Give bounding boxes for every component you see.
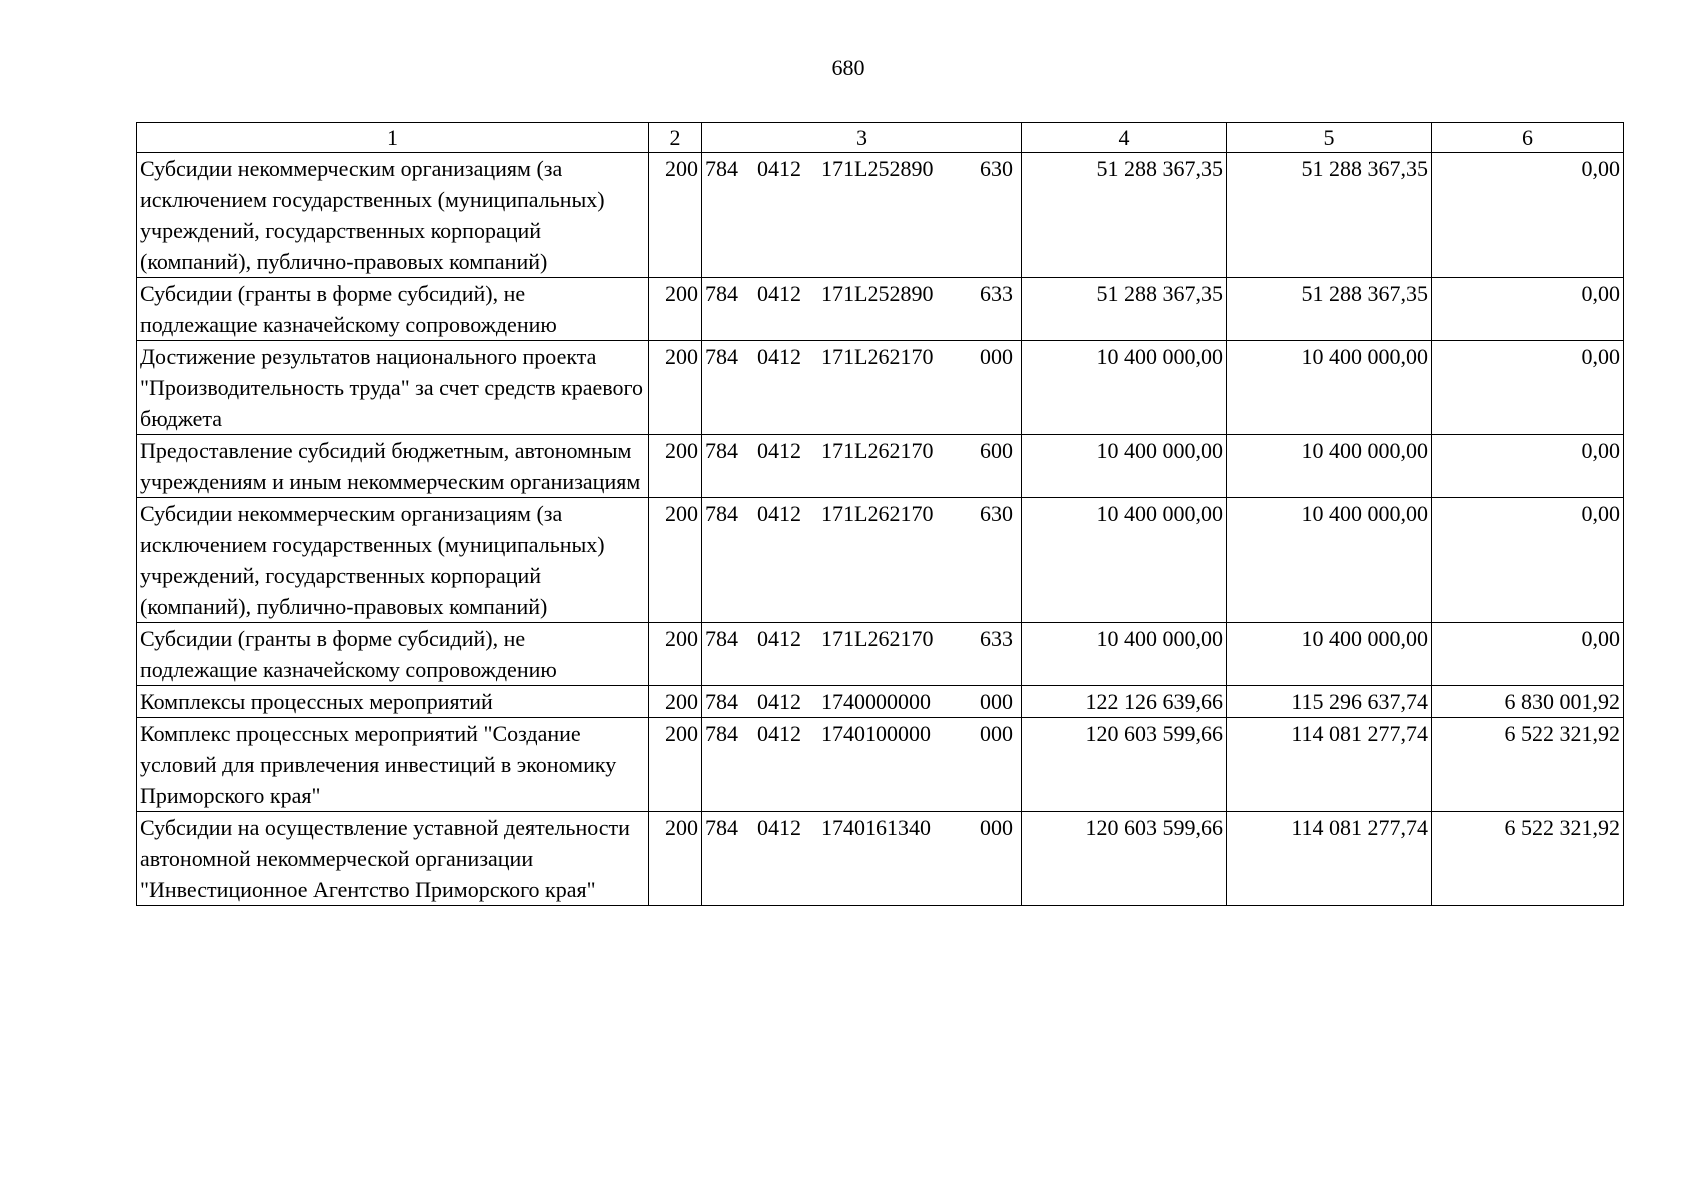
code-kvsr: 784	[705, 689, 738, 714]
row-amount-6: 0,00	[1432, 623, 1624, 686]
row-amount-5: 115 296 637,74	[1227, 686, 1432, 718]
page-number: 680	[831, 55, 865, 80]
code-kvsr: 784	[705, 344, 738, 369]
row-amount-4: 10 400 000,00	[1022, 341, 1227, 435]
row-amount-4: 10 400 000,00	[1022, 623, 1227, 686]
code-target-article: 1740100000	[821, 721, 931, 746]
code-kvsr: 784	[705, 501, 738, 526]
table-row	[137, 278, 1624, 341]
code-expense-type: 000	[980, 344, 1013, 369]
code-section: 0412	[757, 626, 801, 651]
row-amount-6: 6 522 321,92	[1432, 718, 1624, 812]
row-amount-4: 120 603 599,66	[1022, 812, 1227, 906]
row-budget-code	[702, 498, 1022, 623]
header-row	[137, 123, 1624, 153]
row-name: Субсидии (гранты в форме субсидий), не подлежащие казначейскому сопровождению	[137, 278, 649, 341]
table-row	[137, 623, 1624, 686]
row-budget-code	[702, 153, 1022, 278]
table-row	[137, 153, 1624, 278]
code-expense-type: 000	[980, 721, 1013, 746]
row-budget-code	[702, 341, 1022, 435]
row-amount-4: 10 400 000,00	[1022, 498, 1227, 623]
code-target-article: 1740161340	[821, 815, 931, 840]
header-col-2: 2	[649, 123, 702, 153]
row-amount-5: 114 081 277,74	[1227, 718, 1432, 812]
row-name: Комплекс процессных мероприятий "Создание условий для привлечения инвестиций в экономику Приморского края"	[137, 718, 649, 812]
row-grbs-code: 200	[649, 623, 702, 686]
table-row	[137, 341, 1624, 435]
code-expense-type: 633	[980, 626, 1013, 651]
code-kvsr: 784	[705, 281, 738, 306]
row-amount-5: 51 288 367,35	[1227, 153, 1432, 278]
row-amount-5: 114 081 277,74	[1227, 812, 1432, 906]
table-row	[137, 812, 1624, 906]
row-budget-code	[702, 686, 1022, 718]
row-amount-6: 0,00	[1432, 498, 1624, 623]
code-section: 0412	[757, 156, 801, 181]
table-row	[137, 718, 1624, 812]
row-grbs-code: 200	[649, 812, 702, 906]
row-budget-code	[702, 812, 1022, 906]
code-target-article: 171L262170	[821, 626, 934, 651]
header-col-4: 4	[1022, 123, 1227, 153]
row-amount-5: 10 400 000,00	[1227, 623, 1432, 686]
row-name: Субсидии (гранты в форме субсидий), не подлежащие казначейскому сопровождению	[137, 623, 649, 686]
row-amount-4: 10 400 000,00	[1022, 435, 1227, 498]
code-section: 0412	[757, 815, 801, 840]
row-budget-code	[702, 278, 1022, 341]
header-col-6: 6	[1432, 123, 1624, 153]
row-name: Достижение результатов национального проекта "Производительность труда" за счет средств краевого бюджета	[137, 341, 649, 435]
row-budget-code	[702, 435, 1022, 498]
header-col-1: 1	[137, 123, 649, 153]
code-kvsr: 784	[705, 721, 738, 746]
row-name: Комплексы процессных мероприятий	[137, 686, 649, 718]
table-row	[137, 498, 1624, 623]
row-name: Предоставление субсидий бюджетным, автономным учреждениям и иным некоммерческим организациям	[137, 435, 649, 498]
row-amount-5: 51 288 367,35	[1227, 278, 1432, 341]
code-target-article: 1740000000	[821, 689, 931, 714]
row-amount-5: 10 400 000,00	[1227, 498, 1432, 623]
row-grbs-code: 200	[649, 153, 702, 278]
row-amount-6: 0,00	[1432, 278, 1624, 341]
code-kvsr: 784	[705, 438, 738, 463]
code-expense-type: 000	[980, 689, 1013, 714]
row-grbs-code: 200	[649, 341, 702, 435]
code-target-article: 171L252890	[821, 281, 934, 306]
table-row	[137, 435, 1624, 498]
code-expense-type: 600	[980, 438, 1013, 463]
row-name: Субсидии некоммерческим организациям (за исключением государственных (муниципальных) учреждений, государственных корпораций (компаний), публично-правовых компаний)	[137, 153, 649, 278]
code-target-article: 171L262170	[821, 501, 934, 526]
row-amount-6: 0,00	[1432, 341, 1624, 435]
row-amount-5: 10 400 000,00	[1227, 341, 1432, 435]
code-kvsr: 784	[705, 156, 738, 181]
row-amount-6: 6 830 001,92	[1432, 686, 1624, 718]
row-name: Субсидии некоммерческим организациям (за исключением государственных (муниципальных) учреждений, государственных корпораций (компаний), публично-правовых компаний)	[137, 498, 649, 623]
row-amount-4: 51 288 367,35	[1022, 278, 1227, 341]
row-grbs-code: 200	[649, 718, 702, 812]
code-target-article: 171L262170	[821, 438, 934, 463]
code-kvsr: 784	[705, 815, 738, 840]
row-grbs-code: 200	[649, 498, 702, 623]
budget-table	[136, 122, 1624, 906]
row-name: Субсидии на осуществление уставной деятельности автономной некоммерческой организации "Инвестиционное Агентство Приморского края"	[137, 812, 649, 906]
row-amount-6: 0,00	[1432, 435, 1624, 498]
code-expense-type: 630	[980, 156, 1013, 181]
code-section: 0412	[757, 438, 801, 463]
row-budget-code	[702, 623, 1022, 686]
header-col-5: 5	[1227, 123, 1432, 153]
row-amount-6: 0,00	[1432, 153, 1624, 278]
code-section: 0412	[757, 721, 801, 746]
row-amount-4: 122 126 639,66	[1022, 686, 1227, 718]
code-expense-type: 633	[980, 281, 1013, 306]
table-row	[137, 686, 1624, 718]
code-section: 0412	[757, 501, 801, 526]
row-amount-5: 10 400 000,00	[1227, 435, 1432, 498]
header-col-3: 3	[702, 123, 1022, 153]
row-grbs-code: 200	[649, 435, 702, 498]
code-target-article: 171L252890	[821, 156, 934, 181]
row-amount-6: 6 522 321,92	[1432, 812, 1624, 906]
row-budget-code	[702, 718, 1022, 812]
code-section: 0412	[757, 281, 801, 306]
row-amount-4: 120 603 599,66	[1022, 718, 1227, 812]
row-grbs-code: 200	[649, 686, 702, 718]
code-section: 0412	[757, 689, 801, 714]
code-expense-type: 000	[980, 815, 1013, 840]
code-kvsr: 784	[705, 626, 738, 651]
code-expense-type: 630	[980, 501, 1013, 526]
code-section: 0412	[757, 344, 801, 369]
row-grbs-code: 200	[649, 278, 702, 341]
code-target-article: 171L262170	[821, 344, 934, 369]
row-amount-4: 51 288 367,35	[1022, 153, 1227, 278]
